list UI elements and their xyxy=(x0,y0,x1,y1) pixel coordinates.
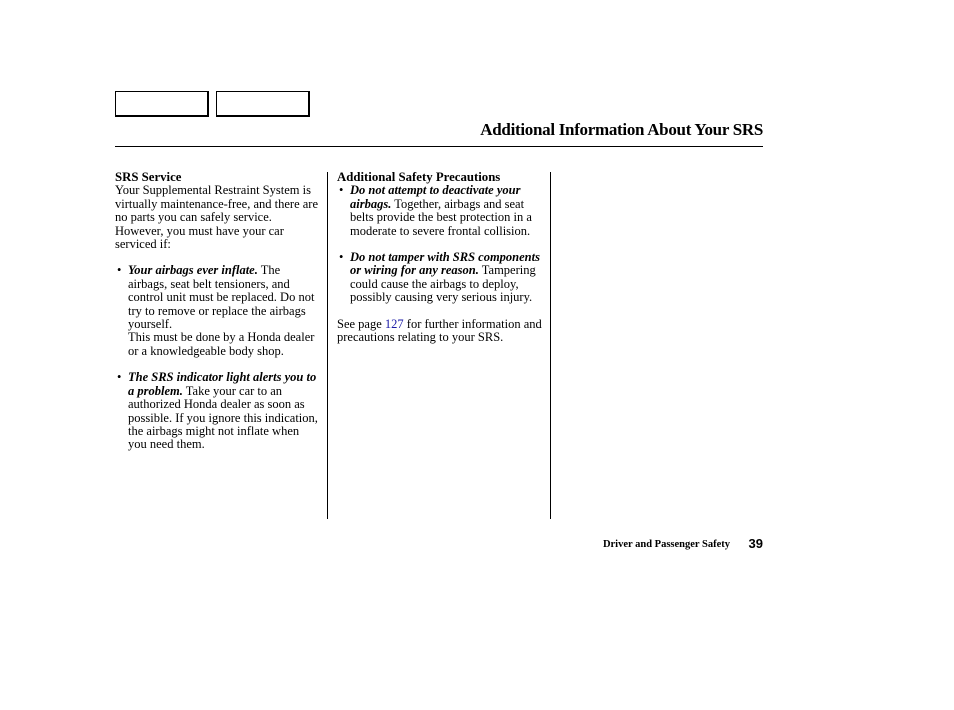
bullet-text: This must be done by a Honda dealer or a knowledgeable body shop. xyxy=(128,330,315,358)
column-safety-precautions xyxy=(337,171,543,344)
nav-button-next[interactable] xyxy=(216,91,310,117)
list-item-do-not-deactivate xyxy=(337,184,543,238)
title-divider xyxy=(115,146,763,147)
page-127-link[interactable]: 127 xyxy=(384,316,404,331)
bullet-icon: • xyxy=(117,370,122,385)
section-heading-safety-precautions: Additional Safety Precautions xyxy=(337,170,501,184)
bullet-text: The airbags, seat belt tensioners, and control unit must be replaced. Do not try to remove or replace the airbags yourself. xyxy=(128,263,315,332)
srs-service-intro: Your Supplemental Restraint System is virtually maintenance-free, and there are no parts you can safely service. However, you must have your car serviced if: xyxy=(115,183,319,252)
see-page-prefix: See page xyxy=(337,316,385,331)
bullet-text: Together, airbags and seat belts provide the best protection in a moderate to severe frontal collision. xyxy=(350,196,532,238)
column-divider xyxy=(550,172,551,519)
see-page-suffix: for further information and precautions relating to your SRS. xyxy=(337,316,542,345)
page-number: 39 xyxy=(748,536,763,551)
see-page-note xyxy=(337,318,543,345)
page-title: Additional Information About Your SRS xyxy=(480,120,763,139)
column-divider xyxy=(327,172,328,519)
list-item-do-not-tamper xyxy=(337,251,543,305)
list-item-airbags-inflate xyxy=(115,264,320,358)
bullet-title: Your airbags ever inflate. xyxy=(128,263,258,278)
bullet-title: Do not tamper with SRS components or wiring for any reason. xyxy=(350,250,540,278)
bullet-text: Take your car to an authorized Honda dealer as soon as possible. If you ignore this indication, the airbags might not inflate when you need them. xyxy=(128,383,318,452)
footer-section-title: Driver and Passenger Safety xyxy=(602,539,730,550)
bullet-title: The SRS indicator light alerts you to a problem. xyxy=(128,370,317,398)
bullet-icon: • xyxy=(339,250,344,265)
list-item-srs-indicator xyxy=(115,371,320,451)
section-heading-srs-service: SRS Service xyxy=(115,170,182,184)
bullet-title: Do not attempt to deactivate your airbags. xyxy=(350,183,521,211)
bullet-icon: • xyxy=(117,263,122,278)
column-srs-service xyxy=(115,171,320,452)
nav-button-previous[interactable] xyxy=(115,91,209,117)
bullet-icon: • xyxy=(339,183,344,198)
bullet-text: Tampering could cause the airbags to deploy, possibly causing very serious injury. xyxy=(350,263,536,305)
